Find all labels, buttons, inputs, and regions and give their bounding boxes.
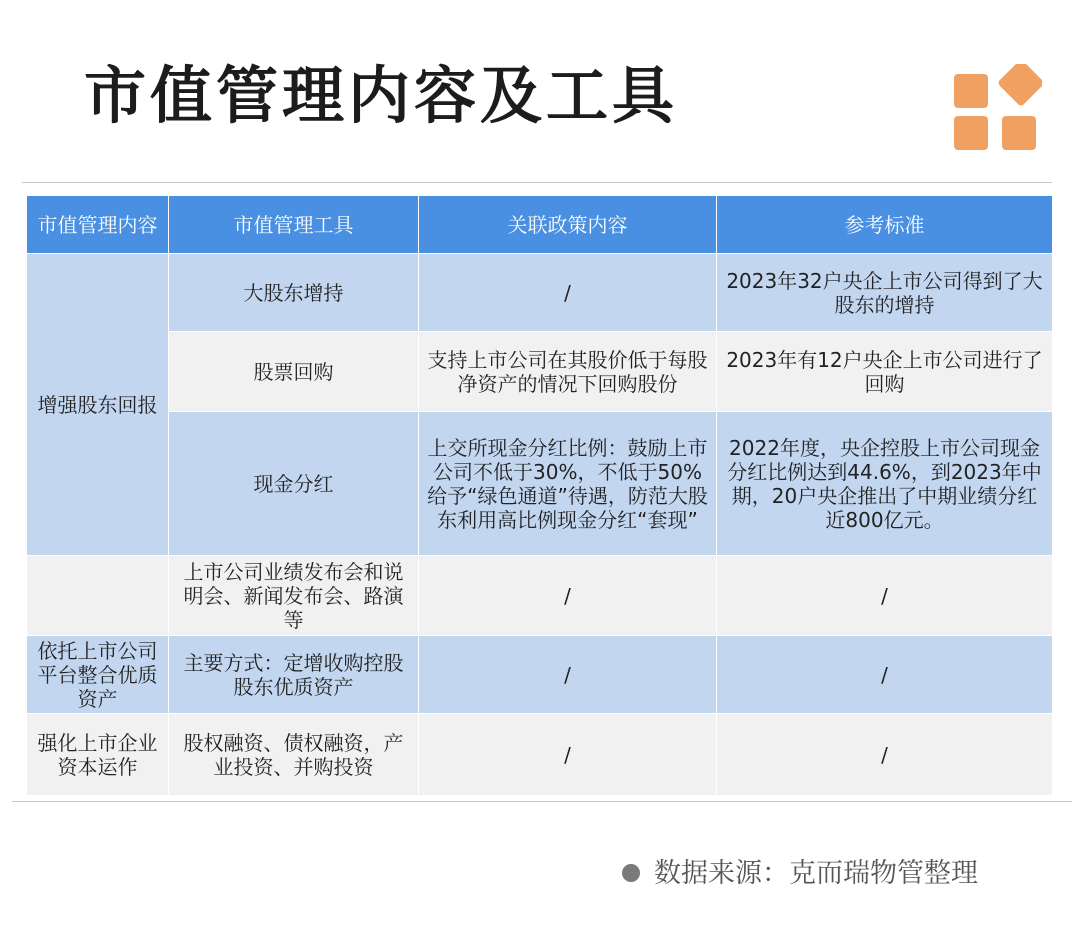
cell-policy: / [419, 556, 717, 636]
dot-bullet-icon [622, 864, 640, 882]
cell-standard: / [717, 636, 1053, 714]
table-row [27, 636, 1053, 714]
brand-logo-icon [952, 64, 1042, 154]
data-source [622, 854, 978, 894]
data-source-text: 数据来源：克而瑞物管整理 [654, 858, 978, 889]
cell-policy: 支持上市公司在其股价低于每股净资产的情况下回购股份 [419, 332, 717, 412]
header-policy: 关联政策内容 [419, 196, 717, 254]
cell-content: 强化上市企业资本运作 [27, 714, 169, 796]
table-row [27, 254, 1053, 332]
cell-standard: 2023年32户央企上市公司得到了大股东的增持 [717, 254, 1053, 332]
cell-policy: / [419, 254, 717, 332]
cell-policy: / [419, 714, 717, 796]
bottom-divider [12, 801, 1072, 802]
cell-content: 增强股东回报 [27, 254, 169, 556]
page-title: 市值管理内容及工具 [84, 59, 679, 132]
header-content: 市值管理内容 [27, 196, 169, 254]
table-row [27, 714, 1053, 796]
cell-tool: 现金分红 [169, 412, 419, 556]
header-standard: 参考标准 [717, 196, 1053, 254]
table-row [27, 556, 1053, 636]
table-row [27, 332, 1053, 412]
top-divider [22, 182, 1052, 183]
table-header-row [27, 196, 1053, 254]
cell-tool: 主要方式：定增收购控股股东优质资产 [169, 636, 419, 714]
cell-tool: 股票回购 [169, 332, 419, 412]
cell-standard: / [717, 556, 1053, 636]
cell-standard: / [717, 714, 1053, 796]
cell-policy: 上交所现金分红比例：鼓励上市公司不低于30%，不低于50%给予“绿色通道”待遇，防范大股东利用高比例现金分红“套现” [419, 412, 717, 556]
market-value-table [26, 195, 1053, 796]
cell-standard: 2023年有12户央企上市公司进行了回购 [717, 332, 1053, 412]
cell-tool: 大股东增持 [169, 254, 419, 332]
cell-content [27, 556, 169, 636]
cell-tool: 上市公司业绩发布会和说明会、新闻发布会、路演等 [169, 556, 419, 636]
cell-tool: 股权融资、债权融资，产业投资、并购投资 [169, 714, 419, 796]
header-tool: 市值管理工具 [169, 196, 419, 254]
cell-standard: 2022年度，央企控股上市公司现金分红比例达到44.6%，到2023年中期，20户央企推出了中期业绩分红近800亿元。 [717, 412, 1053, 556]
table-row [27, 412, 1053, 556]
cell-policy: / [419, 636, 717, 714]
cell-content: 依托上市公司平台整合优质资产 [27, 636, 169, 714]
